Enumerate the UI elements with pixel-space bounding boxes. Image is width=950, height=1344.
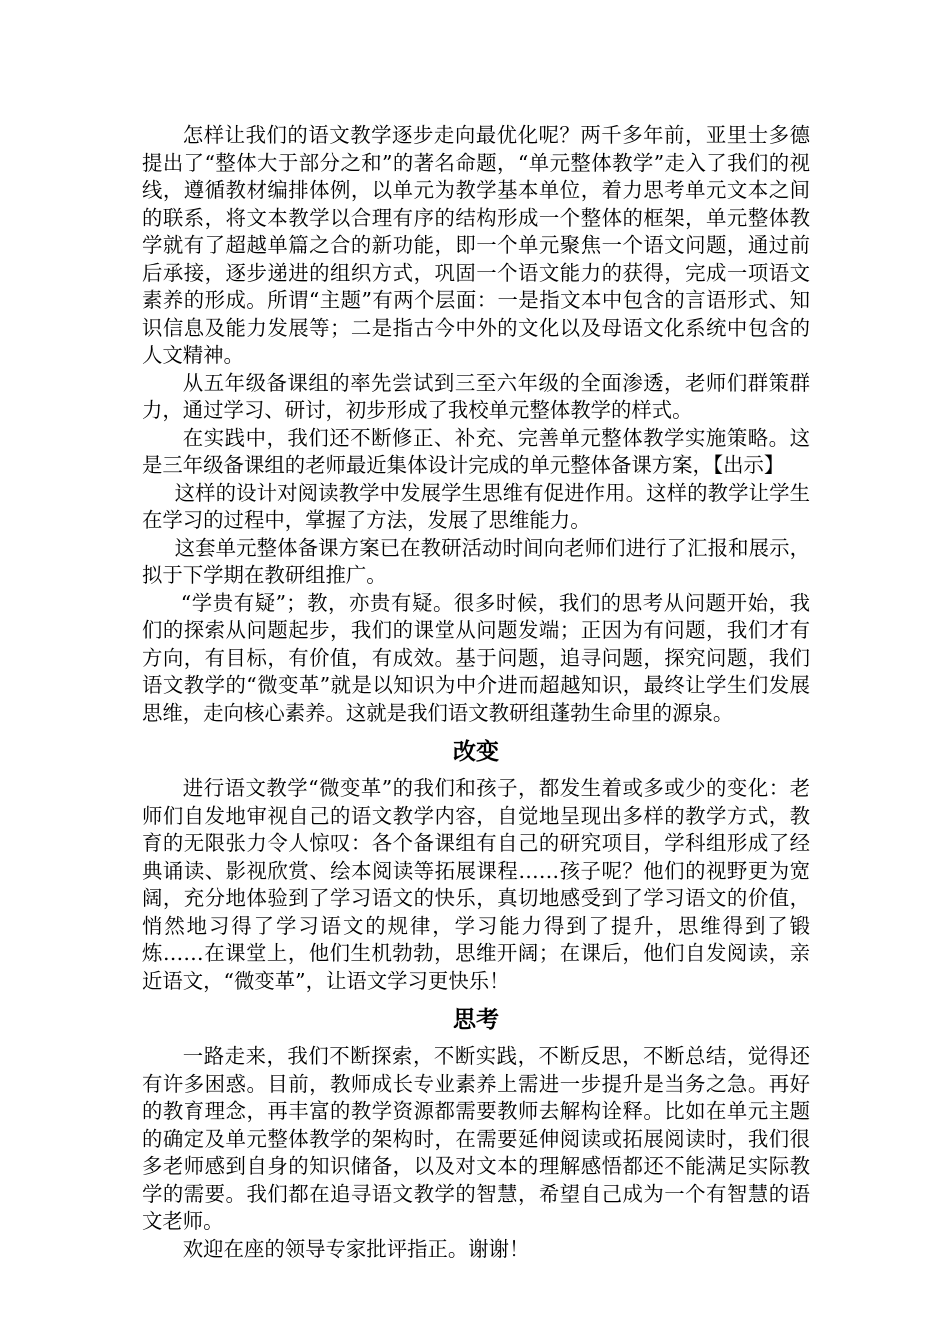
- section-heading-change: 改变: [453, 738, 499, 765]
- paragraph-closing: 欢迎在座的领导专家批评指正。谢谢！: [182, 1236, 530, 1261]
- paragraph-learning-questions: “学贵有疑”；教，亦贵有疑。很多时候，我们的思考从问题开始，我们的探索从问题起步，我们的课堂从问题发端；正因为有问题，我们才有方向，有目标，有价值，有成效。基于问题，追寻问题，探究问题，我们语文教学的“微变革”就是以知识为中介进而超越知识，最终让学生们发展思维，走向核心素养。这就是我们语文教研组蓬勃生命里的源泉。: [142, 590, 810, 725]
- paragraph-plan-promotion: 这套单元整体备课方案已在教研活动时间向老师们进行了汇报和展示，拟于下学期在教研组推广。: [142, 535, 810, 587]
- document-page: [142, 122, 810, 1263]
- paragraph-think: 一路走来，我们不断探索，不断实践，不断反思，不断总结，觉得还有许多困惑。目前，教师成长专业素养上需进一步提升是当务之急。再好的教育理念，再丰富的教学资源都需要教师去解构诠释。比如在单元主题的确定及单元整体教学的架构时，在需要延伸阅读或拓展阅读时，我们很多老师感到自身的知识储备，以及对文本的理解感悟都还不能满足实际教学的需要。我们都在追寻语文教学的智慧，希望自己成为一个有智慧的语文老师。: [142, 1044, 810, 1233]
- paragraph-unit-teaching: 怎样让我们的语文教学逐步走向最优化呢？两千多年前，亚里士多德提出了“整体大于部分之和”的著名命题，“单元整体教学”走入了我们的视线，遵循教材编排体例，以单元为教学基本单位，着力思考单元文本之间的联系，将文本教学以合理有序的结构形成一个整体的框架，单元整体教学就有了超越单篇之合的新功能，即一个单元聚焦一个语文问题，通过前后承接，逐步递进的组织方式，巩固一个语文能力的获得，完成一项语文素养的形成。所谓“主题”有两个层面：一是指文本中包含的言语形式、知识信息及能力发展等；二是指古今中外的文化以及母语文化系统中包含的人文精神。: [142, 123, 810, 367]
- paragraph-grade-five-trial: 从五年级备课组的率先尝试到三至六年级的全面渗透，老师们群策群力，通过学习、研讨，初步形成了我校单元整体教学的样式。: [142, 370, 810, 422]
- section-heading-think: 思考: [453, 1006, 499, 1033]
- paragraph-change: 进行语文教学“微变革”的我们和孩子，都发生着或多或少的变化：老师们自发地审视自己的语文教学内容，自觉地呈现出多样的教学方式，教育的无限张力令人惊叹：各个备课组有自己的研究项目，学科组形成了经典诵读、影视欣赏、绘本阅读等拓展课程……孩子呢？他们的视野更为宽阔，充分地体验到了学习语文的快乐，真切地感受到了学习语文的价值，悄然地习得了学习语文的规律，学习能力得到了提升，思维得到了锻炼……在课堂上，他们生机勃勃，思维开阔；在课后，他们自发阅读，亲近语文，“微变革”，让语文学习更快乐！: [142, 776, 810, 993]
- paragraph-practice: 在实践中，我们还不断修正、补充、完善单元整体教学实施策略。这是三年级备课组的老师最近集体设计完成的单元整体备课方案，【出示】: [142, 425, 810, 477]
- paragraph-design-effect: 这样的设计对阅读教学中发展学生思维有促进作用。这样的教学让学生在学习的过程中，掌握了方法，发展了思维能力。: [142, 480, 810, 532]
